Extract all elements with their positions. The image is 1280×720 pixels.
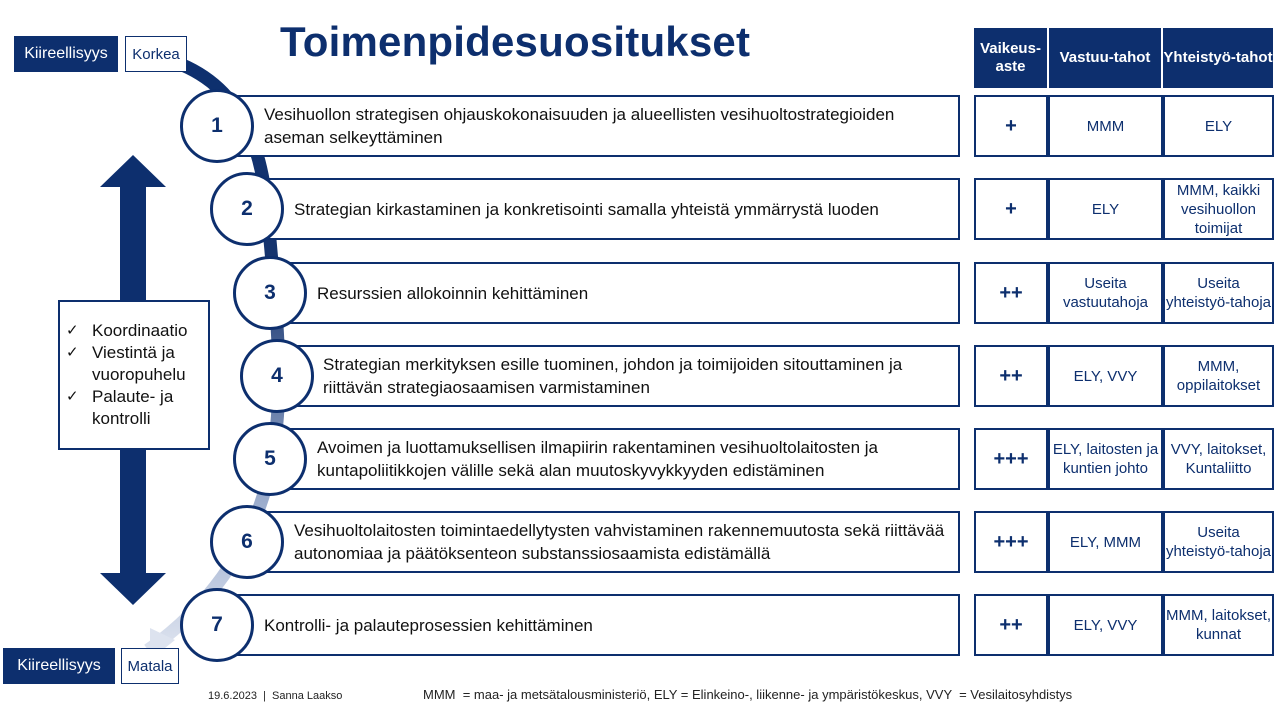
recommendation-text: Strategian kirkastaminen ja konkretisointi samalla yhteistä ymmärrystä luoden xyxy=(294,199,879,219)
step-number-2: 2 xyxy=(210,172,284,246)
responsible-cell: ELY, VVY xyxy=(1048,345,1163,407)
urgency-label-top: Kiireellisyys xyxy=(14,36,118,72)
step-number-3: 3 xyxy=(233,256,307,330)
responsible-cell: ELY xyxy=(1048,178,1163,240)
step-number-4: 4 xyxy=(240,339,314,413)
partners-cell: MMM, kaikki vesihuollon toimijat xyxy=(1163,178,1274,240)
urgency-value-bottom: Matala xyxy=(121,648,179,684)
responsible-cell: ELY, MMM xyxy=(1048,511,1163,573)
partners-cell: VVY, laitokset, Kuntaliitto xyxy=(1163,428,1274,490)
responsible-cell: MMM xyxy=(1048,95,1163,157)
recommendation-row-5 xyxy=(271,428,960,490)
checklist-box xyxy=(58,300,210,450)
checklist-item: ✓ Koordinaatio xyxy=(66,321,188,340)
recommendation-row-7 xyxy=(218,594,960,656)
recommendation-text: Vesihuoltolaitosten toimintaedellytysten vahvistaminen rakennemuutosta sekä riittävää autonomiaa ja päätöksenteon substanssiosaamista edistämällä xyxy=(294,521,945,563)
page-title: Toimenpidesuositukset xyxy=(280,18,751,65)
header-difficulty: Vaikeus-aste xyxy=(974,28,1047,88)
recommendation-row-4 xyxy=(278,345,960,407)
recommendation-row-3 xyxy=(271,262,960,324)
difficulty-cell: +++ xyxy=(974,511,1048,573)
urgency-label-bottom: Kiireellisyys xyxy=(3,648,115,684)
partners-cell: MMM, oppilaitokset xyxy=(1163,345,1274,407)
recommendation-text: Vesihuollon strategisen ohjauskokonaisuuden ja alueellisten vesihuoltostrategioiden aseman selkeyttäminen xyxy=(264,105,895,147)
difficulty-cell: +++ xyxy=(974,428,1048,490)
responsible-cell: ELY, laitosten ja kuntien johto xyxy=(1048,428,1163,490)
responsible-cell: Useita vastuutahoja xyxy=(1048,262,1163,324)
step-number-1: 1 xyxy=(180,89,254,163)
partners-cell: Useita yhteistyö-tahoja xyxy=(1163,511,1274,573)
checklist-item: ✓ Viestintä ja vuoropuhelu xyxy=(66,343,186,384)
step-number-6: 6 xyxy=(210,505,284,579)
recommendation-row-1 xyxy=(218,95,960,157)
difficulty-cell: + xyxy=(974,178,1048,240)
partners-cell: ELY xyxy=(1163,95,1274,157)
recommendation-text: Kontrolli- ja palauteprosessien kehittäminen xyxy=(264,615,593,635)
responsible-cell: ELY, VVY xyxy=(1048,594,1163,656)
difficulty-cell: ++ xyxy=(974,594,1048,656)
step-number-7: 7 xyxy=(180,588,254,662)
check-icon: ✓ xyxy=(66,322,79,339)
footer-date-author: 19.6.2023 | Sanna Laakso xyxy=(208,690,343,702)
footer-abbreviations: MMM = maa- ja metsätalousministeriö, ELY = Elinkeino-, liikenne- ja ympäristökeskus, VVY = Vesilaitosyhdistys xyxy=(423,687,1073,702)
check-icon: ✓ xyxy=(66,388,79,405)
difficulty-cell: + xyxy=(974,95,1048,157)
check-icon: ✓ xyxy=(66,344,79,361)
difficulty-cell: ++ xyxy=(974,345,1048,407)
step-number-5: 5 xyxy=(233,422,307,496)
header-partners: Yhteistyö-tahot xyxy=(1163,28,1273,88)
recommendation-row-2 xyxy=(248,178,960,240)
partners-cell: MMM, laitokset, kunnat xyxy=(1163,594,1274,656)
recommendation-text: Resurssien allokoinnin kehittäminen xyxy=(317,283,589,303)
checklist-item: ✓ Palaute- ja kontrolli xyxy=(66,387,174,428)
recommendation-text: Strategian merkityksen esille tuominen, johdon ja toimijoiden sitouttaminen ja riittävän strategiaosaamisen varmistaminen xyxy=(323,355,903,397)
header-responsible: Vastuu-tahot xyxy=(1049,28,1161,88)
recommendation-row-6 xyxy=(248,511,960,573)
difficulty-cell: ++ xyxy=(974,262,1048,324)
partners-cell: Useita yhteistyö-tahoja xyxy=(1163,262,1274,324)
recommendation-text: Avoimen ja luottamuksellisen ilmapiirin rakentaminen vesihuoltolaitosten ja kuntapoliitikkojen välille sekä alan muutoskyvykkyyden edistäminen xyxy=(317,438,878,480)
urgency-value-top: Korkea xyxy=(125,36,187,72)
